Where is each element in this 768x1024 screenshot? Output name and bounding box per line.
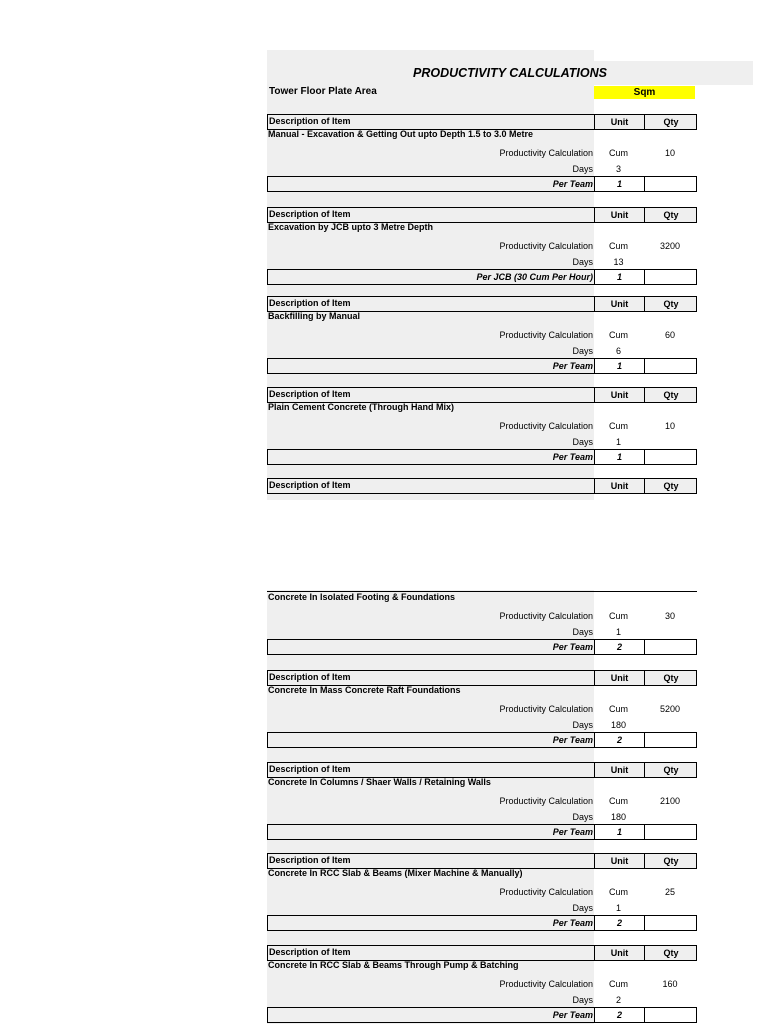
item-name: Concrete In Isolated Footing & Foundations (268, 592, 455, 602)
days-label: Days (572, 257, 593, 267)
days-value: 6 (615, 346, 621, 356)
item-qty: 5200 (659, 704, 681, 714)
desc-header: Description of Item (269, 209, 351, 219)
per-row (267, 639, 697, 655)
prod-calc-label: Productivity Calculation (499, 241, 593, 251)
item-unit: Cum (608, 241, 628, 251)
unit-header: Unit (594, 388, 644, 402)
item-header-row (267, 114, 697, 130)
item-header-row (267, 478, 697, 494)
item-name: Excavation by JCB upto 3 Metre Depth (268, 222, 434, 232)
qty-header: Qty (644, 208, 697, 222)
per-label: Per Team (552, 179, 593, 189)
item-qty: 25 (664, 887, 675, 897)
item-name: Concrete In Columns / Shaer Walls / Retaining Walls (268, 777, 491, 787)
per-value: 1 (594, 825, 644, 839)
days-value: 1 (615, 627, 621, 637)
floor-plate-label: Tower Floor Plate Area (269, 86, 377, 97)
per-empty-cell (644, 270, 697, 284)
prod-calc-label: Productivity Calculation (499, 887, 593, 897)
per-row (267, 915, 697, 931)
per-empty-cell (644, 1008, 697, 1022)
desc-header: Description of Item (269, 298, 351, 308)
unit-header: Unit (594, 479, 644, 493)
item-qty: 30 (664, 611, 675, 621)
per-label: Per Team (552, 918, 593, 928)
per-row (267, 358, 697, 374)
days-label: Days (572, 903, 593, 913)
per-empty-cell (644, 733, 697, 747)
item-qty: 60 (664, 330, 675, 340)
spreadsheet-page (267, 0, 767, 1024)
desc-header: Description of Item (269, 672, 351, 682)
per-label: Per Team (552, 452, 593, 462)
item-unit: Cum (608, 704, 628, 714)
days-label: Days (572, 164, 593, 174)
per-empty-cell (644, 640, 697, 654)
item-header-row (267, 670, 697, 686)
per-row (267, 449, 697, 465)
per-empty-cell (644, 825, 697, 839)
qty-header: Qty (644, 763, 697, 777)
item-qty: 160 (662, 979, 678, 989)
item-name: Manual - Excavation & Getting Out upto Depth 1.5 to 3.0 Metre (268, 129, 534, 139)
days-value: 180 (610, 812, 627, 822)
prod-calc-label: Productivity Calculation (499, 796, 593, 806)
per-value: 2 (594, 733, 644, 747)
unit-header: Unit (594, 763, 644, 777)
per-value: 1 (594, 359, 644, 373)
page-title: PRODUCTIVITY CALCULATIONS (413, 66, 607, 80)
qty-header: Qty (644, 115, 697, 129)
qty-header: Qty (644, 671, 697, 685)
days-value: 1 (615, 903, 621, 913)
desc-header: Description of Item (269, 764, 351, 774)
item-qty: 2100 (659, 796, 681, 806)
per-label: Per Team (552, 827, 593, 837)
item-unit: Cum (608, 330, 628, 340)
days-label: Days (572, 720, 593, 730)
unit-header: Unit (594, 854, 644, 868)
item-header-row (267, 762, 697, 778)
per-row (267, 176, 697, 192)
per-row (267, 269, 697, 285)
per-label: Per Team (552, 1010, 593, 1020)
item-header-row (267, 207, 697, 223)
days-label: Days (572, 995, 593, 1005)
per-empty-cell (644, 177, 697, 191)
item-header-row (267, 945, 697, 961)
days-label: Days (572, 812, 593, 822)
item-unit: Cum (608, 796, 628, 806)
unit-header: Unit (594, 671, 644, 685)
item-qty: 10 (664, 421, 675, 431)
per-row (267, 824, 697, 840)
days-label: Days (572, 627, 593, 637)
item-qty: 10 (664, 148, 675, 158)
prod-calc-label: Productivity Calculation (499, 330, 593, 340)
desc-header: Description of Item (269, 389, 351, 399)
qty-header: Qty (644, 297, 697, 311)
unit-header: Unit (594, 297, 644, 311)
item-unit: Cum (608, 887, 628, 897)
days-value: 3 (615, 164, 621, 174)
per-label: Per Team (552, 361, 593, 371)
per-value: 1 (594, 450, 644, 464)
per-label: Per JCB (30 Cum Per Hour) (476, 272, 593, 282)
item-name: Plain Cement Concrete (Through Hand Mix) (268, 402, 455, 412)
item-name: Concrete In RCC Slab & Beams Through Pump & Batching (268, 960, 519, 970)
per-value: 2 (594, 916, 644, 930)
days-value: 2 (615, 995, 621, 1005)
per-label: Per Team (552, 735, 593, 745)
per-empty-cell (644, 450, 697, 464)
per-value: 2 (594, 1008, 644, 1022)
per-row (267, 732, 697, 748)
prod-calc-label: Productivity Calculation (499, 421, 593, 431)
item-unit: Cum (608, 421, 628, 431)
item-header-row (267, 853, 697, 869)
item-unit: Cum (608, 148, 628, 158)
item-qty: 3200 (659, 241, 681, 251)
item-unit: Cum (608, 979, 628, 989)
days-label: Days (572, 437, 593, 447)
per-value: 2 (594, 640, 644, 654)
desc-header: Description of Item (269, 947, 351, 957)
qty-header: Qty (644, 479, 697, 493)
desc-header: Description of Item (269, 116, 351, 126)
per-value: 1 (594, 270, 644, 284)
item-name: Backfilling by Manual (268, 311, 361, 321)
qty-header: Qty (644, 854, 697, 868)
per-row (267, 1007, 697, 1023)
item-header-row (267, 387, 697, 403)
item-header-row (267, 296, 697, 312)
prod-calc-label: Productivity Calculation (499, 704, 593, 714)
prod-calc-label: Productivity Calculation (499, 148, 593, 158)
per-empty-cell (644, 359, 697, 373)
item-name: Concrete In Mass Concrete Raft Foundations (268, 685, 461, 695)
per-empty-cell (644, 916, 697, 930)
days-value: 13 (613, 257, 624, 267)
item-name: Concrete In RCC Slab & Beams (Mixer Machine & Manually) (268, 868, 523, 878)
prod-calc-label: Productivity Calculation (499, 979, 593, 989)
unit-header: Unit (594, 115, 644, 129)
days-label: Days (572, 346, 593, 356)
desc-header: Description of Item (269, 480, 351, 490)
qty-header: Qty (644, 946, 697, 960)
prod-calc-label: Productivity Calculation (499, 611, 593, 621)
qty-header: Qty (644, 388, 697, 402)
unit-header: Unit (594, 208, 644, 222)
days-value: 180 (610, 720, 627, 730)
per-label: Per Team (552, 642, 593, 652)
item-unit: Cum (608, 611, 628, 621)
unit-header: Unit (594, 946, 644, 960)
desc-header: Description of Item (269, 855, 351, 865)
per-value: 1 (594, 177, 644, 191)
floor-plate-unit-cell[interactable]: Sqm (594, 86, 695, 99)
days-value: 1 (615, 437, 621, 447)
